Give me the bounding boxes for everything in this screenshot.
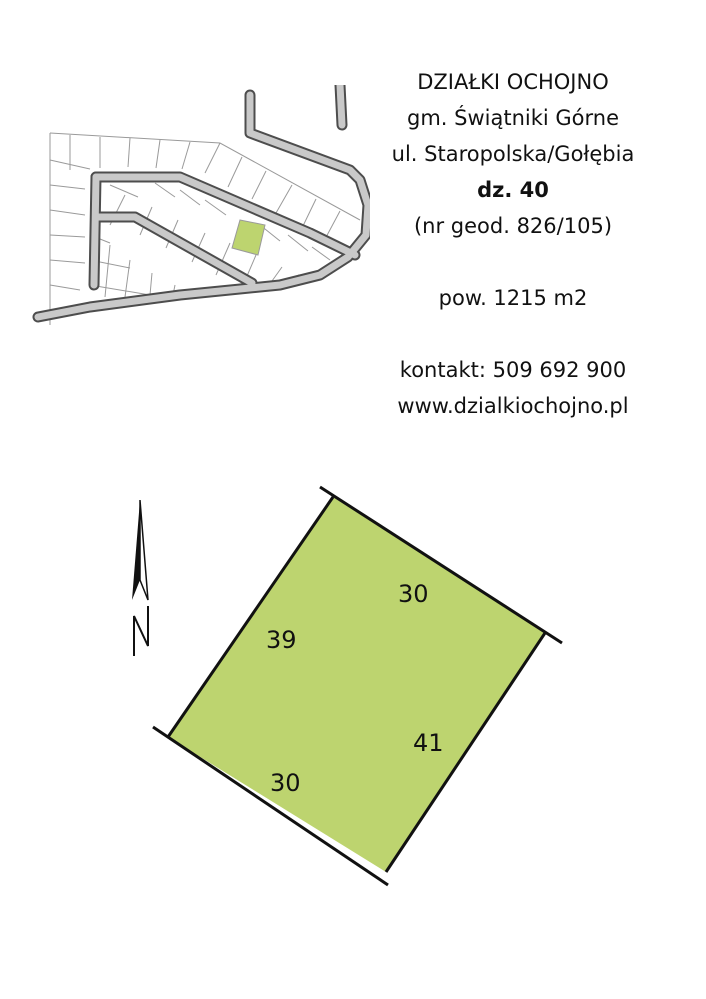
info-title: DZIAŁKI OCHOJNO xyxy=(417,70,609,94)
dimension-bottom: 30 xyxy=(270,769,301,797)
dimension-top: 30 xyxy=(398,580,429,608)
info-streets: ul. Staropolska/Gołębia xyxy=(391,142,635,166)
info-contact: kontakt: 509 692 900 xyxy=(399,358,627,382)
info-area: pow. 1215 m2 xyxy=(438,286,588,310)
dimension-left: 39 xyxy=(266,626,297,654)
info-geodetic-number: (nr geod. 826/105) xyxy=(413,214,613,238)
plot-polygon xyxy=(168,497,545,872)
info-municipality: gm. Świątniki Górne xyxy=(406,106,619,130)
dimension-right: 41 xyxy=(413,729,444,757)
info-website: www.dzialkiochojno.pl xyxy=(397,394,629,418)
info-plot-label: dz. 40 xyxy=(477,178,549,202)
